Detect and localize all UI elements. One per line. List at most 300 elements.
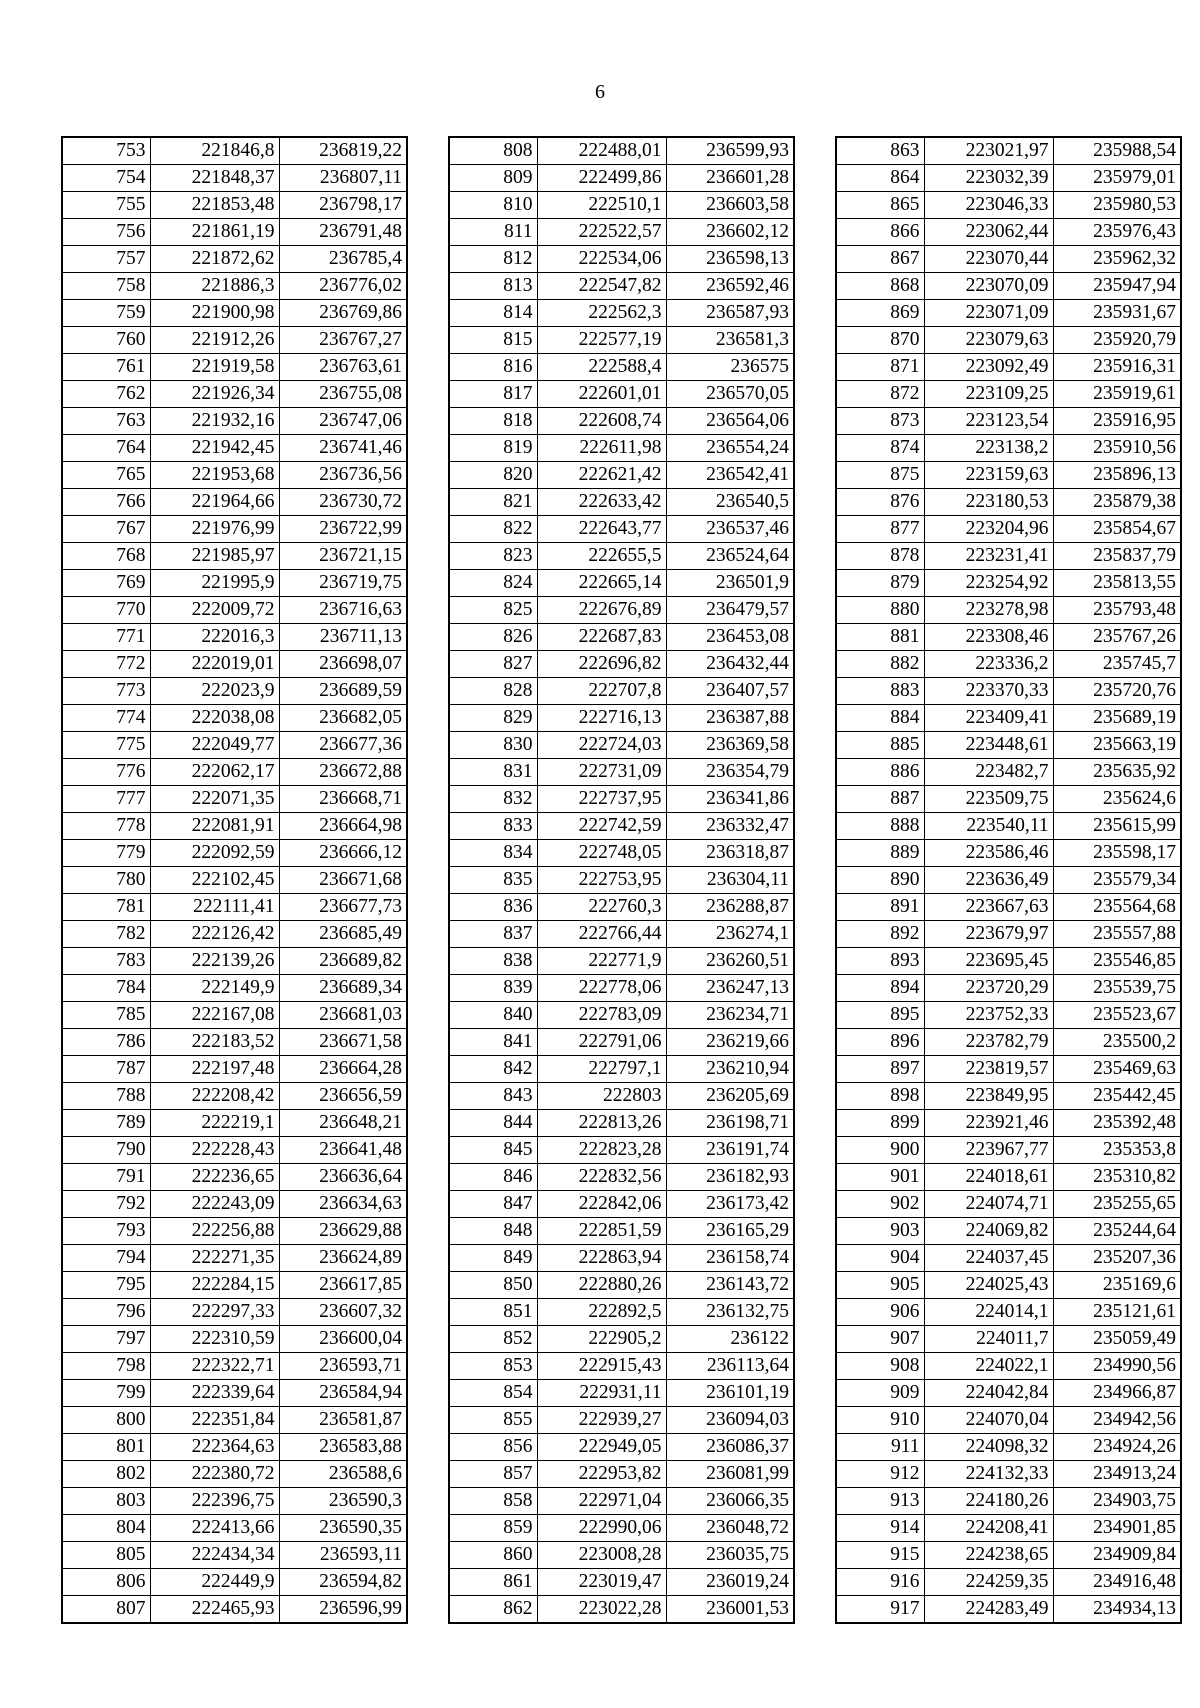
x-coordinate-cell: 223509,75: [924, 786, 1053, 813]
x-coordinate-cell: 224180,26: [924, 1488, 1053, 1515]
y-coordinate-cell: 236191,74: [666, 1137, 794, 1164]
point-number-cell: 901: [836, 1164, 924, 1191]
x-coordinate-cell: 224259,35: [924, 1569, 1053, 1596]
table-row: [449, 1542, 794, 1569]
table-row: [836, 543, 1181, 570]
table-row: [836, 1110, 1181, 1137]
table-row: [62, 327, 407, 354]
y-coordinate-cell: 234916,48: [1053, 1569, 1181, 1596]
x-coordinate-cell: 223008,28: [537, 1542, 666, 1569]
table-row: [836, 840, 1181, 867]
y-coordinate-cell: 236594,82: [279, 1569, 407, 1596]
table-row: [62, 1299, 407, 1326]
point-number-cell: 916: [836, 1569, 924, 1596]
x-coordinate-cell: 222665,14: [537, 570, 666, 597]
x-coordinate-cell: 222696,82: [537, 651, 666, 678]
y-coordinate-cell: 236668,71: [279, 786, 407, 813]
table-row: [62, 408, 407, 435]
y-coordinate-cell: 235896,13: [1053, 462, 1181, 489]
table-row: [449, 1380, 794, 1407]
point-number-cell: 843: [449, 1083, 537, 1110]
table-row: [449, 759, 794, 786]
x-coordinate-cell: 222322,71: [150, 1353, 279, 1380]
x-coordinate-cell: 222102,45: [150, 867, 279, 894]
x-coordinate-cell: 222023,9: [150, 678, 279, 705]
x-coordinate-cell: 223079,63: [924, 327, 1053, 354]
point-number-cell: 836: [449, 894, 537, 921]
x-coordinate-cell: 224011,7: [924, 1326, 1053, 1353]
point-number-cell: 910: [836, 1407, 924, 1434]
y-coordinate-cell: 236542,41: [666, 462, 794, 489]
point-number-cell: 888: [836, 813, 924, 840]
y-coordinate-cell: 236101,19: [666, 1380, 794, 1407]
y-coordinate-cell: 235979,01: [1053, 165, 1181, 192]
y-coordinate-cell: 235546,85: [1053, 948, 1181, 975]
y-coordinate-cell: 236274,1: [666, 921, 794, 948]
page-number: 6: [595, 81, 605, 103]
table-row: [62, 705, 407, 732]
point-number-cell: 905: [836, 1272, 924, 1299]
y-coordinate-cell: 236763,61: [279, 354, 407, 381]
table-row: [836, 1380, 1181, 1407]
point-number-cell: 804: [62, 1515, 150, 1542]
table-row: [836, 1353, 1181, 1380]
y-coordinate-cell: 235121,61: [1053, 1299, 1181, 1326]
y-coordinate-cell: 236354,79: [666, 759, 794, 786]
x-coordinate-cell: 223032,39: [924, 165, 1053, 192]
x-coordinate-cell: 222611,98: [537, 435, 666, 462]
point-number-cell: 886: [836, 759, 924, 786]
table-row: [449, 813, 794, 840]
point-number-cell: 754: [62, 165, 150, 192]
point-number-cell: 878: [836, 543, 924, 570]
table-row: [836, 759, 1181, 786]
point-number-cell: 842: [449, 1056, 537, 1083]
table-row: [62, 1245, 407, 1272]
table-row: [449, 192, 794, 219]
point-number-cell: 887: [836, 786, 924, 813]
point-number-cell: 818: [449, 408, 537, 435]
x-coordinate-cell: 222939,27: [537, 1407, 666, 1434]
point-number-cell: 829: [449, 705, 537, 732]
table-row: [62, 137, 407, 165]
point-number-cell: 867: [836, 246, 924, 273]
point-number-cell: 866: [836, 219, 924, 246]
table-row: [836, 975, 1181, 1002]
table-row: [449, 137, 794, 165]
y-coordinate-cell: 234942,56: [1053, 1407, 1181, 1434]
y-coordinate-cell: 236603,58: [666, 192, 794, 219]
table-row: [62, 1353, 407, 1380]
x-coordinate-cell: 224238,65: [924, 1542, 1053, 1569]
x-coordinate-cell: 222256,88: [150, 1218, 279, 1245]
x-coordinate-cell: 223062,44: [924, 219, 1053, 246]
table-row: [449, 732, 794, 759]
table-row: [62, 597, 407, 624]
point-number-cell: 819: [449, 435, 537, 462]
y-coordinate-cell: 235745,7: [1053, 651, 1181, 678]
point-number-cell: 787: [62, 1056, 150, 1083]
point-number-cell: 907: [836, 1326, 924, 1353]
point-number-cell: 802: [62, 1461, 150, 1488]
table-row: [836, 327, 1181, 354]
point-number-cell: 885: [836, 732, 924, 759]
x-coordinate-cell: 222760,3: [537, 894, 666, 921]
point-number-cell: 775: [62, 732, 150, 759]
y-coordinate-cell: 235931,67: [1053, 300, 1181, 327]
x-coordinate-cell: 222081,91: [150, 813, 279, 840]
point-number-cell: 811: [449, 219, 537, 246]
x-coordinate-cell: 223231,41: [924, 543, 1053, 570]
x-coordinate-cell: 222465,93: [150, 1596, 279, 1624]
y-coordinate-cell: 236596,99: [279, 1596, 407, 1624]
point-number-cell: 838: [449, 948, 537, 975]
y-coordinate-cell: 236260,51: [666, 948, 794, 975]
table-row: [836, 867, 1181, 894]
y-coordinate-cell: 236785,4: [279, 246, 407, 273]
table-row: [836, 192, 1181, 219]
y-coordinate-cell: 236341,86: [666, 786, 794, 813]
y-coordinate-cell: 236479,57: [666, 597, 794, 624]
table-row: [836, 246, 1181, 273]
x-coordinate-cell: 222434,34: [150, 1542, 279, 1569]
x-coordinate-cell: 223278,98: [924, 597, 1053, 624]
table-row: [836, 1407, 1181, 1434]
point-number-cell: 792: [62, 1191, 150, 1218]
y-coordinate-cell: 235310,82: [1053, 1164, 1181, 1191]
table-row: [62, 435, 407, 462]
point-number-cell: 801: [62, 1434, 150, 1461]
table-row: [62, 1542, 407, 1569]
point-number-cell: 825: [449, 597, 537, 624]
point-number-cell: 894: [836, 975, 924, 1002]
point-number-cell: 831: [449, 759, 537, 786]
table-row: [836, 462, 1181, 489]
table-row: [62, 570, 407, 597]
point-number-cell: 781: [62, 894, 150, 921]
point-number-cell: 877: [836, 516, 924, 543]
y-coordinate-cell: 236588,6: [279, 1461, 407, 1488]
x-coordinate-cell: 222092,59: [150, 840, 279, 867]
point-number-cell: 872: [836, 381, 924, 408]
table-row: [62, 1380, 407, 1407]
y-coordinate-cell: 235169,6: [1053, 1272, 1181, 1299]
table-row: [836, 813, 1181, 840]
x-coordinate-cell: 223021,97: [924, 137, 1053, 165]
x-coordinate-cell: 222488,01: [537, 137, 666, 165]
x-coordinate-cell: 222851,59: [537, 1218, 666, 1245]
x-coordinate-cell: 222823,28: [537, 1137, 666, 1164]
table-row: [836, 1299, 1181, 1326]
x-coordinate-cell: 223159,63: [924, 462, 1053, 489]
point-number-cell: 844: [449, 1110, 537, 1137]
table-row: [836, 435, 1181, 462]
table-row: [836, 1326, 1181, 1353]
y-coordinate-cell: 236086,37: [666, 1434, 794, 1461]
y-coordinate-cell: 236524,64: [666, 543, 794, 570]
y-coordinate-cell: 236001,53: [666, 1596, 794, 1624]
y-coordinate-cell: 236671,68: [279, 867, 407, 894]
y-coordinate-cell: 236019,24: [666, 1569, 794, 1596]
x-coordinate-cell: 222149,9: [150, 975, 279, 1002]
x-coordinate-cell: 222297,33: [150, 1299, 279, 1326]
table-row: [836, 1029, 1181, 1056]
table-row: [836, 786, 1181, 813]
y-coordinate-cell: 236682,05: [279, 705, 407, 732]
point-number-cell: 860: [449, 1542, 537, 1569]
point-number-cell: 796: [62, 1299, 150, 1326]
x-coordinate-cell: 224074,71: [924, 1191, 1053, 1218]
table-row: [449, 1461, 794, 1488]
y-coordinate-cell: 236721,15: [279, 543, 407, 570]
y-coordinate-cell: 235579,34: [1053, 867, 1181, 894]
y-coordinate-cell: 236617,85: [279, 1272, 407, 1299]
y-coordinate-cell: 236681,03: [279, 1002, 407, 1029]
x-coordinate-cell: 223667,63: [924, 894, 1053, 921]
y-coordinate-cell: 236677,73: [279, 894, 407, 921]
x-coordinate-cell: 222931,11: [537, 1380, 666, 1407]
table-row: [449, 1569, 794, 1596]
point-number-cell: 879: [836, 570, 924, 597]
y-coordinate-cell: 236587,93: [666, 300, 794, 327]
y-coordinate-cell: 236540,5: [666, 489, 794, 516]
y-coordinate-cell: 236247,13: [666, 975, 794, 1002]
table-row: [449, 867, 794, 894]
point-number-cell: 760: [62, 327, 150, 354]
x-coordinate-cell: 222803: [537, 1083, 666, 1110]
x-coordinate-cell: 224208,41: [924, 1515, 1053, 1542]
y-coordinate-cell: 236767,27: [279, 327, 407, 354]
table-row: [449, 921, 794, 948]
y-coordinate-cell: 236210,94: [666, 1056, 794, 1083]
x-coordinate-cell: 222655,5: [537, 543, 666, 570]
table-row: [62, 921, 407, 948]
table-row: [62, 1596, 407, 1624]
x-coordinate-cell: 223308,46: [924, 624, 1053, 651]
x-coordinate-cell: 222009,72: [150, 597, 279, 624]
table-row: [62, 354, 407, 381]
x-coordinate-cell: 222449,9: [150, 1569, 279, 1596]
point-number-cell: 909: [836, 1380, 924, 1407]
y-coordinate-cell: 236081,99: [666, 1461, 794, 1488]
y-coordinate-cell: 236432,44: [666, 651, 794, 678]
point-number-cell: 764: [62, 435, 150, 462]
table-row: [449, 1434, 794, 1461]
y-coordinate-cell: 236672,88: [279, 759, 407, 786]
x-coordinate-cell: 223720,29: [924, 975, 1053, 1002]
y-coordinate-cell: 236590,3: [279, 1488, 407, 1515]
point-number-cell: 889: [836, 840, 924, 867]
x-coordinate-cell: 222905,2: [537, 1326, 666, 1353]
point-number-cell: 756: [62, 219, 150, 246]
x-coordinate-cell: 221942,45: [150, 435, 279, 462]
x-coordinate-cell: 222510,1: [537, 192, 666, 219]
table-row: [836, 1191, 1181, 1218]
table-row: [836, 273, 1181, 300]
x-coordinate-cell: 222197,48: [150, 1056, 279, 1083]
y-coordinate-cell: 236564,06: [666, 408, 794, 435]
x-coordinate-cell: 224025,43: [924, 1272, 1053, 1299]
y-coordinate-cell: 236143,72: [666, 1272, 794, 1299]
x-coordinate-cell: 222676,89: [537, 597, 666, 624]
x-coordinate-cell: 223070,44: [924, 246, 1053, 273]
point-number-cell: 904: [836, 1245, 924, 1272]
x-coordinate-cell: 222766,44: [537, 921, 666, 948]
x-coordinate-cell: 223070,09: [924, 273, 1053, 300]
y-coordinate-cell: 235500,2: [1053, 1029, 1181, 1056]
table-row: [62, 1326, 407, 1353]
x-coordinate-cell: 223482,7: [924, 759, 1053, 786]
y-coordinate-cell: 235564,68: [1053, 894, 1181, 921]
x-coordinate-cell: 222724,03: [537, 732, 666, 759]
x-coordinate-cell: 222608,74: [537, 408, 666, 435]
x-coordinate-cell: 223019,47: [537, 1569, 666, 1596]
table-row: [836, 354, 1181, 381]
y-coordinate-cell: 236607,32: [279, 1299, 407, 1326]
table-row: [836, 570, 1181, 597]
y-coordinate-cell: 236629,88: [279, 1218, 407, 1245]
x-coordinate-cell: 224037,45: [924, 1245, 1053, 1272]
point-number-cell: 777: [62, 786, 150, 813]
table-row: [449, 1029, 794, 1056]
table-row: [836, 1083, 1181, 1110]
x-coordinate-cell: 223370,33: [924, 678, 1053, 705]
table-row: [836, 1272, 1181, 1299]
x-coordinate-cell: 221976,99: [150, 516, 279, 543]
x-coordinate-cell: 222731,09: [537, 759, 666, 786]
table-row: [449, 1056, 794, 1083]
x-coordinate-cell: 222339,64: [150, 1380, 279, 1407]
table-row: [449, 1191, 794, 1218]
x-coordinate-cell: 221846,8: [150, 137, 279, 165]
x-coordinate-cell: 221919,58: [150, 354, 279, 381]
table-row: [836, 1434, 1181, 1461]
point-number-cell: 776: [62, 759, 150, 786]
x-coordinate-cell: 223679,97: [924, 921, 1053, 948]
table-row: [449, 1515, 794, 1542]
table-row: [449, 786, 794, 813]
y-coordinate-cell: 235635,92: [1053, 759, 1181, 786]
x-coordinate-cell: 222019,01: [150, 651, 279, 678]
x-coordinate-cell: 224132,33: [924, 1461, 1053, 1488]
table-row: [836, 624, 1181, 651]
y-coordinate-cell: 235539,75: [1053, 975, 1181, 1002]
x-coordinate-cell: 224070,04: [924, 1407, 1053, 1434]
x-coordinate-cell: 221932,16: [150, 408, 279, 435]
x-coordinate-cell: 223921,46: [924, 1110, 1053, 1137]
point-number-cell: 806: [62, 1569, 150, 1596]
point-number-cell: 876: [836, 489, 924, 516]
point-number-cell: 810: [449, 192, 537, 219]
table-row: [836, 597, 1181, 624]
x-coordinate-cell: 222534,06: [537, 246, 666, 273]
x-coordinate-cell: 222915,43: [537, 1353, 666, 1380]
point-number-cell: 892: [836, 921, 924, 948]
table-row: [449, 1407, 794, 1434]
point-number-cell: 914: [836, 1515, 924, 1542]
point-number-cell: 900: [836, 1137, 924, 1164]
x-coordinate-cell: 222737,95: [537, 786, 666, 813]
point-number-cell: 779: [62, 840, 150, 867]
table-row: [449, 300, 794, 327]
y-coordinate-cell: 236685,49: [279, 921, 407, 948]
point-number-cell: 874: [836, 435, 924, 462]
x-coordinate-cell: 221848,37: [150, 165, 279, 192]
y-coordinate-cell: 236583,88: [279, 1434, 407, 1461]
table-row: [836, 678, 1181, 705]
x-coordinate-cell: 223819,57: [924, 1056, 1053, 1083]
y-coordinate-cell: 235689,19: [1053, 705, 1181, 732]
table-row: [836, 489, 1181, 516]
table-row: [62, 1029, 407, 1056]
point-number-cell: 834: [449, 840, 537, 867]
y-coordinate-cell: 236182,93: [666, 1164, 794, 1191]
y-coordinate-cell: 235813,55: [1053, 570, 1181, 597]
point-number-cell: 841: [449, 1029, 537, 1056]
point-number-cell: 832: [449, 786, 537, 813]
x-coordinate-cell: 222880,26: [537, 1272, 666, 1299]
point-number-cell: 793: [62, 1218, 150, 1245]
y-coordinate-cell: 235854,67: [1053, 516, 1181, 543]
point-number-cell: 869: [836, 300, 924, 327]
point-number-cell: 784: [62, 975, 150, 1002]
point-number-cell: 823: [449, 543, 537, 570]
x-coordinate-cell: 223180,53: [924, 489, 1053, 516]
table-row: [449, 273, 794, 300]
x-coordinate-cell: 222643,77: [537, 516, 666, 543]
table-row: [836, 921, 1181, 948]
point-number-cell: 759: [62, 300, 150, 327]
y-coordinate-cell: 236664,28: [279, 1056, 407, 1083]
coordinates-table-3: [835, 136, 1182, 1624]
point-number-cell: 774: [62, 705, 150, 732]
point-number-cell: 835: [449, 867, 537, 894]
y-coordinate-cell: 235059,49: [1053, 1326, 1181, 1353]
table-row: [449, 1488, 794, 1515]
point-number-cell: 833: [449, 813, 537, 840]
table-row: [449, 1245, 794, 1272]
point-number-cell: 855: [449, 1407, 537, 1434]
y-coordinate-cell: 236158,74: [666, 1245, 794, 1272]
point-number-cell: 871: [836, 354, 924, 381]
point-number-cell: 830: [449, 732, 537, 759]
x-coordinate-cell: 223046,33: [924, 192, 1053, 219]
table-row: [449, 1137, 794, 1164]
point-number-cell: 891: [836, 894, 924, 921]
y-coordinate-cell: 236575: [666, 354, 794, 381]
y-coordinate-cell: 234924,26: [1053, 1434, 1181, 1461]
x-coordinate-cell: 224098,32: [924, 1434, 1053, 1461]
table-row: [836, 1542, 1181, 1569]
y-coordinate-cell: 236198,71: [666, 1110, 794, 1137]
y-coordinate-cell: 235793,48: [1053, 597, 1181, 624]
point-number-cell: 847: [449, 1191, 537, 1218]
x-coordinate-cell: 221964,66: [150, 489, 279, 516]
x-coordinate-cell: 222601,01: [537, 381, 666, 408]
x-coordinate-cell: 222577,19: [537, 327, 666, 354]
table-row: [449, 1299, 794, 1326]
point-number-cell: 803: [62, 1488, 150, 1515]
x-coordinate-cell: 224069,82: [924, 1218, 1053, 1245]
table-row: [62, 381, 407, 408]
point-number-cell: 882: [836, 651, 924, 678]
point-number-cell: 911: [836, 1434, 924, 1461]
table-row: [836, 1461, 1181, 1488]
table-row: [449, 462, 794, 489]
point-number-cell: 761: [62, 354, 150, 381]
table-row: [62, 813, 407, 840]
y-coordinate-cell: 236554,24: [666, 435, 794, 462]
